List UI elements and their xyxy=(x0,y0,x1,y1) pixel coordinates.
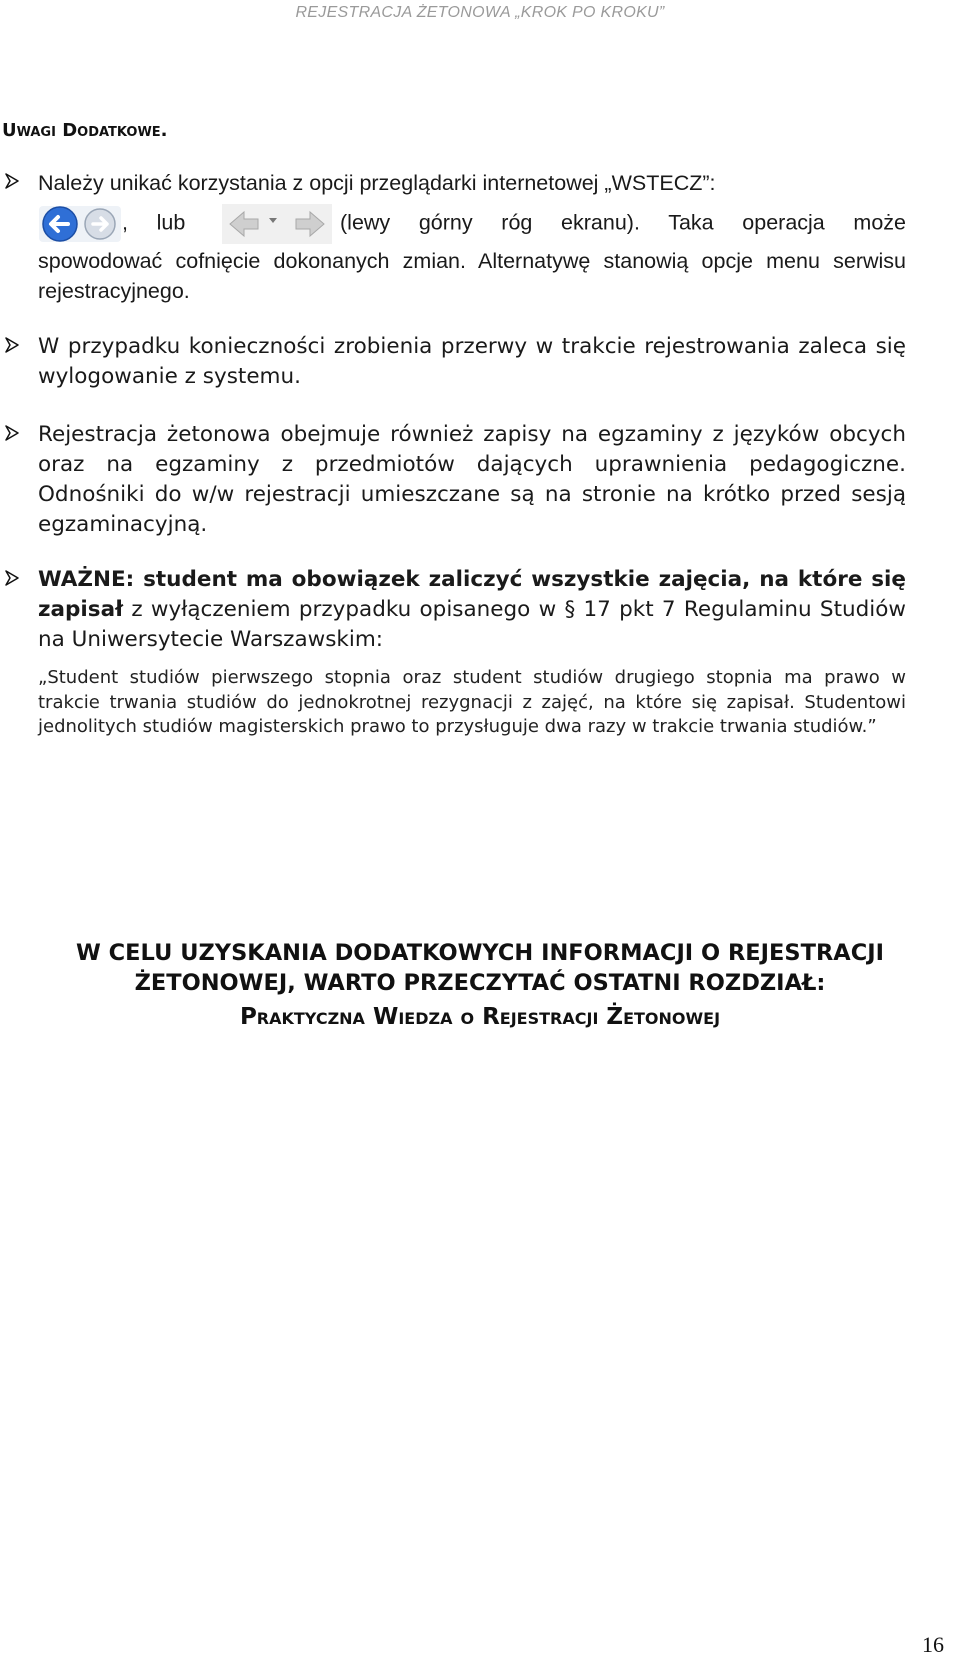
arrowhead-bullet-icon xyxy=(4,570,20,586)
regulation-quote: „Student studiów pierwszego stopnia oraz student studiów drugiego stopnia ma prawo w trakcie trwania studiów do jednokrotnej rezygnacji z zajęć, na które się zapisał. Studentowi jednolitych studiów magisterskich prawo to przysługuje dwa razy w trakcie trwania studiów.” xyxy=(38,667,906,737)
bullet-text: W przypadku konieczności zrobienia przerwy w trakcie rejestrowania zaleca się wylogowanie z systemu. xyxy=(38,334,906,389)
bullet-text: Rejestracja żetonowa obejmuje również zapisy na egzaminy z języków obcych oraz na egzaminy z przedmiotów dających uprawnienia pedagogiczne. Odnośniki do w/w rejestracji umieszczane są na stronie na krótko przed sesją egzaminacyjną. xyxy=(38,422,906,537)
bullet-text-rest: spowodować cofnięcie dokonanych zmian. Alternatywę stanowią opcje menu serwisu rejestracyjnego. xyxy=(38,249,906,303)
section-title: Uwagi Dodatkowe. xyxy=(2,120,168,141)
list-item xyxy=(0,565,960,655)
page-number: 16 xyxy=(922,1632,944,1657)
back-forward-arrow-icon xyxy=(222,202,332,246)
back-forward-round-icon xyxy=(38,202,122,246)
arrowhead-bullet-icon xyxy=(4,337,20,353)
chapter-reference: Praktyczna Wiedza o Rejestracji Żetonowej xyxy=(239,1004,721,1030)
bullet-text-or: , lub xyxy=(122,210,186,235)
list-item xyxy=(0,332,960,392)
bullet-text-line1: Należy unikać korzystania z opcji przeglądarki internetowej „WSTECZ”: xyxy=(38,171,716,195)
bullet-text-after-icons: (lewy górny róg ekranu). Taka operacja może xyxy=(340,210,906,235)
closing-note xyxy=(0,938,960,1032)
list-item xyxy=(0,420,960,540)
closing-line-2: ŻETONOWEJ, WARTO PRZECZYTAĆ OSTATNI ROZDZIAŁ: xyxy=(134,970,826,996)
arrowhead-bullet-icon xyxy=(4,425,20,441)
bullet-text: z wyłączeniem przypadku opisanego w § 17 pkt 7 Regulaminu Studiów na Uniwersytecie Warszawskim: xyxy=(38,597,906,652)
important-notice: WAŻNE: student ma obowiązek zaliczyć wszystkie zajęcia, na które się zapisał xyxy=(38,567,906,622)
closing-line-1: W CELU UZYSKANIA DODATKOWYCH INFORMACJI O REJESTRACJI xyxy=(76,940,884,966)
arrowhead-bullet-icon xyxy=(4,173,20,189)
running-header: REJESTRACJA ŻETONOWA „KROK PO KROKU” xyxy=(295,4,665,21)
list-item xyxy=(0,168,960,306)
